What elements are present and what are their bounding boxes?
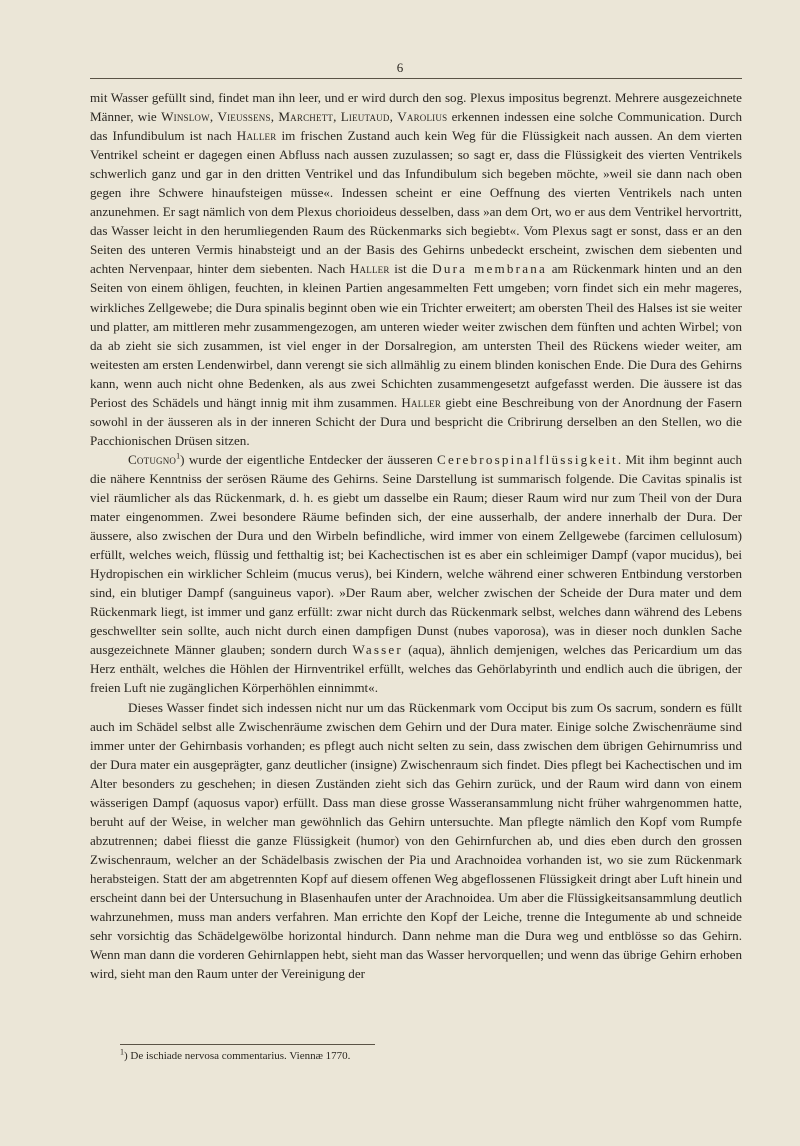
author-name: Haller — [236, 128, 277, 144]
emphasized-term: Wasser — [352, 642, 403, 658]
paragraph-3 — [90, 698, 742, 984]
footnote-reference: 1 — [176, 451, 181, 461]
emphasized-term: Cerebrospinalflüssigkeit — [437, 451, 618, 467]
author-name: Vieussens — [217, 109, 271, 125]
text-run: Dieses Wasser findet sich indessen nicht nur um das Rückenmark vom Occiput bis zum Os sacrum, sondern es füllt auch im Schädel selbst alle Zwischenräume zwischen dem Gehirn und der Dura mater. Einige solche Zwischenräume sind immer unter der Gehirnbasis vorhanden; es pflegt auch nicht selten zu sein, dass zwischen dem übrigen Gehirnumriss und der Dura mater ein ausgeprägter, ganz deutlicher (insigne) Zwischenraum sich findet. Dies pflegt bei Kachectischen und im Alter besonders zu geschehen; in diesen Zuständen zieht sich das Gehirn zurück, und der Raum wird dann von einem wässerigen Dampf (aquosus vapor) erfüllt. Dass man diese grosse Wasseransammlung nicht früher wahrgenommen hatte, beruht auf der Weise, in welcher man gewöhnlich das Gehirn untersuchte. Man pflegte nämlich den Kopf vom Rumpfe abzutrennen; dabei fliesst die ganze Flüssigkeit (humor) von den Gehirnfurchen ab, und dies eben durch den grossen Zwischenraum, welcher an der Schädelbasis zwischen der Pia und Arachnoidea vorhanden ist, wo sie zum Rückenmark herabsteigen. Statt der am abgetrennten Kopf auf diesem offenen Weg abgeflossenen Flüssigkeit dringt aber Luft hinein und erscheint dann bei der Untersuchung in Blasenhaufen unter der Arachnoidea. Um aber die Flüssigkeitsansammlung deutlich wahrzunehmen, muss man anders verfahren. Man errichte den Kopf der Leiche, trenne die Integumente ab und schneide sehr vorsichtig das Schädelgewölbe horizontal hindurch. Dann nehme man die Dura weg und entblösse so das Gehirn. Wenn man dann die vorderen Gehirnlappen hebt, sieht man das Wasser hervorquellen; und wenn das übrige Gehirn erhoben wird, sieht man den Raum unter der Vereinigung der — [90, 699, 742, 982]
text-run: im frischen Zustand auch kein Weg für die Flüssigkeit nach aussen. An dem vierten Ventrikel scheint er dagegen einen Abfluss nach aussen zuzulassen; so sagt er, dass die Flüssigkeit des vierten Ventrikels schwerlich ganz und gar in den dritten Ventrikel und das Infundibulum sich begeben möchte, »weil sie dann nach oben gegen ihre Schwere hinaufsteigen müsse«. Indessen scheint er eine Oeffnung des vierten Ventrikels nach unten anzunehmen. Er sagt nämlich von dem Plexus chorioideus desselben, dass »an dem Ort, wo er aus dem Ventrikel hervortritt, das Wasser leicht in den herumliegenden Raum des Rückenmarks sich begiebt«. Vom Plexus sagt er sonst, dass er an den Seiten des unteren Vermis hinabsteigt und an der Basis des Gehirns unbedeckt erscheint, zwischen dem siebenten und achten Nervenpaar, hinter dem siebenten. Nach — [90, 128, 742, 277]
author-name: Haller — [401, 394, 442, 410]
author-name: Haller — [349, 261, 390, 277]
text-run: , — [333, 109, 341, 125]
footnote-rule — [120, 1044, 375, 1045]
footnote-text: ) De ischiade nervosa commentarius. Viennæ 1770. — [124, 1050, 351, 1062]
text-run: , — [209, 109, 218, 125]
text-run: , — [270, 109, 279, 125]
text-run: ist die — [389, 261, 433, 277]
footnote-marker: 1 — [120, 1047, 124, 1057]
text-run: mit Wasser gefüllt sind, findet man ihn leer, und er wird durch den sog. Plexus impositus begrenzt. Mehrere ausgezeichnete Männer, wie — [90, 90, 742, 125]
page-number: 6 — [396, 60, 404, 75]
text-run: , — [389, 109, 398, 125]
header-rule — [90, 78, 742, 79]
text-run: . Mit ihm beginnt auch die nähere Kenntniss der serösen Räume des Gehirns. Seine Darstellung ist summarisch folgende. Die Cavitas spinalis ist viel räumlicher als das Rückenmark, d. h. es giebt um dasselbe ein Raum; dieser Raum wird nur zum Theil von der Dura mater eingenommen. Zwei besondere Räume befinden sich, der eine ausserhalb, der andere innerhalb der Dura. Der äussere, also zwischen der Dura und den Wirbeln befindliche, wird immer von einem Zellgewebe (farcimen cellulosum) erfüllt, welches weich, flüssig und fetthaltig ist; bei Kachectischen ist es aber ein schleimiger Dampf (vapor mucidus), bei Hydropischen ein wirklicher Schleim (mucus verus), bei Kindern, welche während einer schweren Entbindung verstorben sind, ein blutiger Dampf (sanguineus vapor). »Der Raum aber, welcher zwischen der Scheide der Dura mater und dem Rückenmark liegt, ist immer und ganz erfüllt: zwar nicht durch das Rückenmark selbst, welches dann während des Lebens geschwellter sein sollte, auch nicht durch einen dampfigen Dunst (nubes vaporosa), was in dieser noch dunklen Sache ausgezeichnete Männer glauben; sondern durch — [90, 451, 742, 658]
paragraph-1 — [90, 88, 742, 450]
body-text — [90, 88, 742, 983]
author-name: Varolius — [397, 109, 448, 125]
author-name: Winslow — [161, 109, 210, 125]
author-name: Marchett — [278, 109, 334, 125]
paragraph-2 — [90, 450, 742, 698]
emphasized-term: Dura membrana — [432, 261, 547, 277]
text-run: am Rückenmark hinten und an den Seiten von einem öhligen, feuchten, in kleinen Partien angesammelten Fett umgeben; vorn findet sich ein mehr mageres, wirkliches Zellgewebe; die Dura spinalis beginnt oben wie ein Trichter erweitert; am obersten Theil des Halses ist sie weiter und platter, am mittleren mehr zusammengezogen, am unteren wieder weiter zwischen dem fünften und achten Wirbel; von da ab zieht sie sich zusammen, ist viel enger in der Dorsalregion, am untersten Theil des Rückens wieder weiter, am weitesten am ersten Lendenwirbel, dann verengt sie sich allmählig zu einem blinden konischen Ende. Die Dura des Gehirns kann, wenn auch nicht ohne Bedenken, als aus zwei Schichten zusammengesetzt aufgefasst werden. Die äussere ist das Periost des Schädels und hängt innig mit ihm zusammen. — [90, 261, 742, 410]
author-name: Lieutaud — [340, 109, 390, 125]
author-name: Cotugno — [128, 451, 177, 467]
text-run: erkennen indessen eine solche Communication. Durch das Infundibulum ist nach — [90, 109, 743, 144]
text-run: giebt eine Beschreibung von der Anordnung der Fasern sowohl in der äusseren als in der inneren Schicht der Dura und bespricht die Cribrirung derselben an den Stellen, wo die Pacchionischen Drüsen sitzen. — [90, 394, 742, 448]
text-run: (aqua), ähnlich demjenigen, welches das Pericardium um das Herz enthält, welches die Höhlen der Hirnventrikel erfüllt, welches das Gehörlabyrinth und endlich auch die übrigen, der freien Luft nie zugänglichen Körperhöhlen einnimmt«. — [90, 642, 742, 696]
footnote — [120, 1047, 351, 1062]
text-run: ) wurde der eigentliche Entdecker der äusseren — [180, 451, 438, 467]
